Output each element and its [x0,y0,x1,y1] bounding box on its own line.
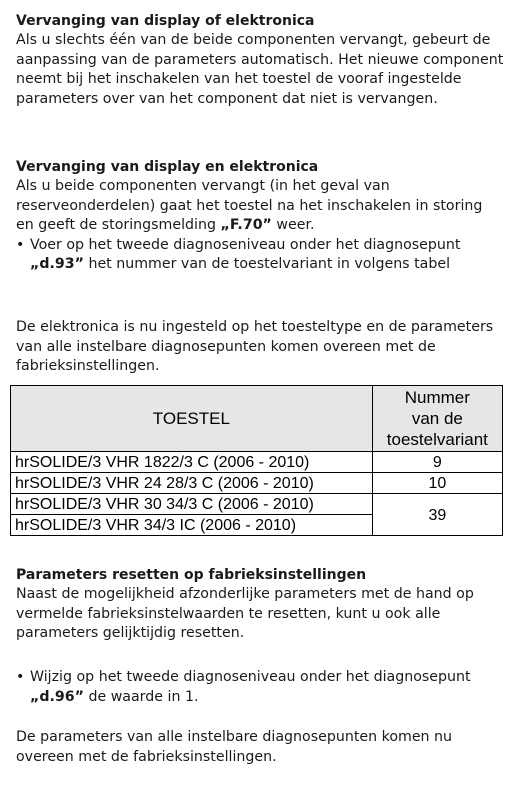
section-heading: Vervanging van display of elektronica [16,13,315,29]
table-row [11,494,503,515]
bullet-icon: • [16,236,25,253]
bullet-text [30,668,504,707]
device-cell: hrSOLIDE/3 VHR 1822/3 C (2006 - 2010) [11,452,373,473]
section-heading: Vervanging van display en elektronica [16,159,319,175]
bullet-text [30,236,504,275]
variant-cell: 10 [372,473,502,494]
section-body: Als u slechts één van de beide componenten vervangt, gebeurt de aanpassing van de parameters automatisch. Het nieuwe component neemt bij het inschakelen van het toestel de vooraf ingestelde parameters over van het component dat niet is vervangen. [16,32,504,107]
header-line: Nummer [404,388,470,407]
section-result [16,318,504,377]
section-heading: Parameters resetten op fabrieksinstellingen [16,567,367,583]
diagnostic-code: „d.96” [30,688,84,705]
section-replace-both [16,158,504,275]
column-header-variant [372,386,502,452]
section-body: Naast de mogelijkheid afzonderlijke parameters met de hand op vermelde fabrieksinstelwaarden te resetten, kunt u ook alle parameters gelijktijdig resetten. [16,586,474,641]
table-row [11,473,503,494]
table-row [11,452,503,473]
section-reset-instruction [16,668,504,707]
variant-table [10,385,503,536]
section-reset-result [16,728,504,767]
error-code: „F.70” [220,217,272,233]
body-text: Wijzig op het tweede diagnoseniveau onder het diagnosepunt [30,669,471,685]
column-header-device: TOESTEL [11,386,373,452]
diagnostic-code: „d.93” [30,256,84,272]
body-text: Als u beide componenten vervangt (in het geval van reserveonderdelen) gaat het toestel na het inschakelen in storing en geeft de storingsmelding [16,178,483,233]
section-body: De elektronica is nu ingesteld op het toesteltype en de parameters van alle instelbare diagnosepunten komen overeen met de fabrieksinstellingen. [16,319,494,374]
header-line: van de [411,409,463,428]
table-header-row [11,386,503,452]
bullet-item [16,236,504,275]
device-cell: hrSOLIDE/3 VHR 24 28/3 C (2006 - 2010) [11,473,373,494]
body-text: de waarde in 1. [83,688,199,705]
body-text: weer. [271,217,315,233]
section-reset [16,566,504,644]
section-body: De parameters van alle instelbare diagnosepunten komen nu overeen met de fabrieksinstellingen. [16,729,453,765]
device-cell: hrSOLIDE/3 VHR 34/3 IC (2006 - 2010) [11,515,373,536]
body-text: Voer op het tweede diagnoseniveau onder het diagnosepunt [30,236,461,253]
header-line: toestelvariant [386,430,488,449]
variant-cell: 39 [372,494,502,536]
section-replace-one [16,12,504,109]
bullet-icon: • [16,669,25,685]
variant-cell: 9 [372,452,502,473]
bullet-item [16,668,504,707]
section-body [16,177,504,236]
device-cell: hrSOLIDE/3 VHR 30 34/3 C (2006 - 2010) [11,494,373,515]
body-text: het nummer van de toestelvariant in volgens tabel [83,256,451,272]
